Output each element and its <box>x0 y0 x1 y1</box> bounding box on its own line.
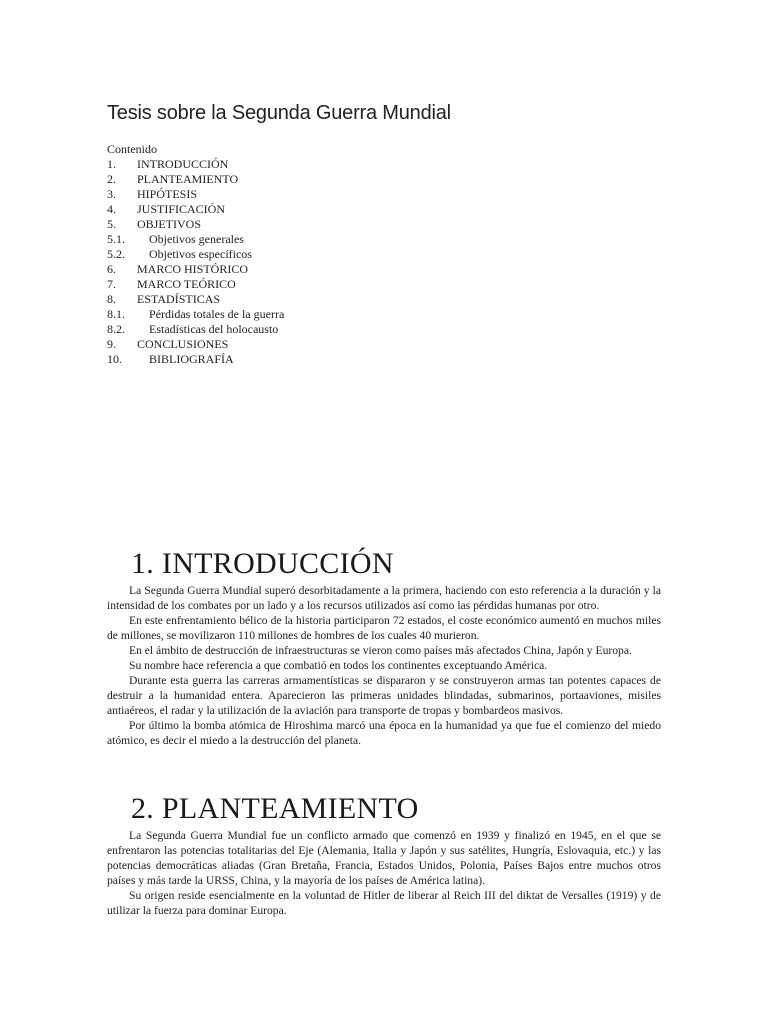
section-planteamiento <box>107 790 661 918</box>
toc-item-number: 2. <box>107 172 116 186</box>
toc-item-label: JUSTIFICACIÓN <box>137 202 226 216</box>
toc-item <box>107 172 284 187</box>
toc-item-label: ESTADÍSTICAS <box>137 292 221 306</box>
toc-heading: Contenido <box>107 142 157 156</box>
toc-item-number: 5. <box>107 217 116 231</box>
toc-item <box>107 307 284 322</box>
toc-item-label: Objetivos generales <box>149 232 244 246</box>
toc-item-label: Objetivos específicos <box>149 247 252 261</box>
toc-item <box>107 292 284 307</box>
toc-item-number: 1. <box>107 157 116 171</box>
toc-item-label: CONCLUSIONES <box>137 337 229 351</box>
toc-item-label: PLANTEAMIENTO <box>137 172 239 186</box>
toc-item-number: 9. <box>107 337 116 351</box>
toc-item <box>107 262 284 277</box>
toc-item-label: Pérdidas totales de la guerra <box>149 307 285 321</box>
toc-item-label: Estadísticas del holocausto <box>149 322 279 336</box>
toc-item-number: 6. <box>107 262 116 276</box>
toc-item-label: OBJETIVOS <box>137 217 202 231</box>
toc-item <box>107 322 284 337</box>
toc-item <box>107 337 284 352</box>
toc-item <box>107 157 284 172</box>
toc-item-label: BIBLIOGRAFÍA <box>149 352 234 366</box>
toc-item-number: 10. <box>107 352 122 366</box>
paragraph: En el ámbito de destrucción de infraestructuras se vieron como países más afectados China, Japón y Europa. <box>129 644 632 657</box>
document-title: Tesis sobre la Segunda Guerra Mundial <box>107 102 451 124</box>
toc-item-number: 4. <box>107 202 116 216</box>
paragraph: Durante esta guerra las carreras armamentísticas se dispararon y se construyeron armas tan potentes capaces de destruir a la humanidad entera. Aparecieron las primeras unidades blindadas, submarinos, portaaviones, misiles antiaéreos, el radar y la utilización de la aviación para transporte de tropas y bombardeos masivos. <box>107 674 661 717</box>
paragraph: Su nombre hace referencia a que combatió en todos los continentes exceptuando América. <box>129 659 548 672</box>
toc-item <box>107 277 284 292</box>
section-introduccion <box>107 545 661 748</box>
toc-item <box>107 232 284 247</box>
toc-item-label: MARCO TEÓRICO <box>137 277 236 291</box>
toc-item <box>107 352 284 367</box>
paragraph: La Segunda Guerra Mundial fue un conflicto armado que comenzó en 1939 y finalizó en 1945, en el que se enfrentaron las potencias totalitarias del Eje (Alemania, Italia y Japón y sus satélites, Hungría, Eslovaquia, etc.) y las potencias democráticas aliadas (Gran Bretaña, Francia, Estados Unidos, Polonia, Países Bajos entre muchos otros países y más tarde la URSS, China, y la mayoría de los países de América latina). <box>107 829 661 887</box>
paragraph: Por último la bomba atómica de Hiroshima marcó una época en la humanidad ya que fue el comienzo del miedo atómico, es decir el miedo a la destrucción del planeta. <box>107 719 661 747</box>
toc-item-number: 3. <box>107 187 116 201</box>
toc-item-label: MARCO HISTÓRICO <box>137 262 249 276</box>
toc-item <box>107 247 284 262</box>
toc-item-label: HIPÓTESIS <box>137 187 198 201</box>
toc-item <box>107 202 284 217</box>
paragraph: La Segunda Guerra Mundial superó desorbitadamente a la primera, haciendo con esto referencia a la duración y la intensidad de los combates por un lado y a los recursos utilizados así como las pérdidas humanas por otro. <box>107 584 661 612</box>
toc-item-number: 5.1. <box>107 232 125 246</box>
toc-item-number: 8.2. <box>107 322 125 336</box>
section-heading: 1. INTRODUCCIÓN <box>131 547 394 580</box>
paragraph: Su origen reside esencialmente en la voluntad de Hitler de liberar al Reich III del diktat de Versalles (1919) y de utilizar la fuerza para dominar Europa. <box>107 889 661 917</box>
toc-item-number: 8.1. <box>107 307 125 321</box>
toc-item-label: INTRODUCCIÓN <box>137 157 229 171</box>
table-of-contents <box>107 142 284 367</box>
toc-list <box>107 157 284 367</box>
toc-item <box>107 217 284 232</box>
section-heading: 2. PLANTEAMIENTO <box>131 792 419 825</box>
toc-item <box>107 187 284 202</box>
toc-item-number: 8. <box>107 292 116 306</box>
toc-item-number: 5.2. <box>107 247 125 261</box>
paragraph: En este enfrentamiento bélico de la historia participaron 72 estados, el coste económico aumentó en muchos miles de millones, se movilizaron 110 millones de hombres de los cuales 40 murieron. <box>107 614 661 642</box>
toc-item-number: 7. <box>107 277 116 291</box>
